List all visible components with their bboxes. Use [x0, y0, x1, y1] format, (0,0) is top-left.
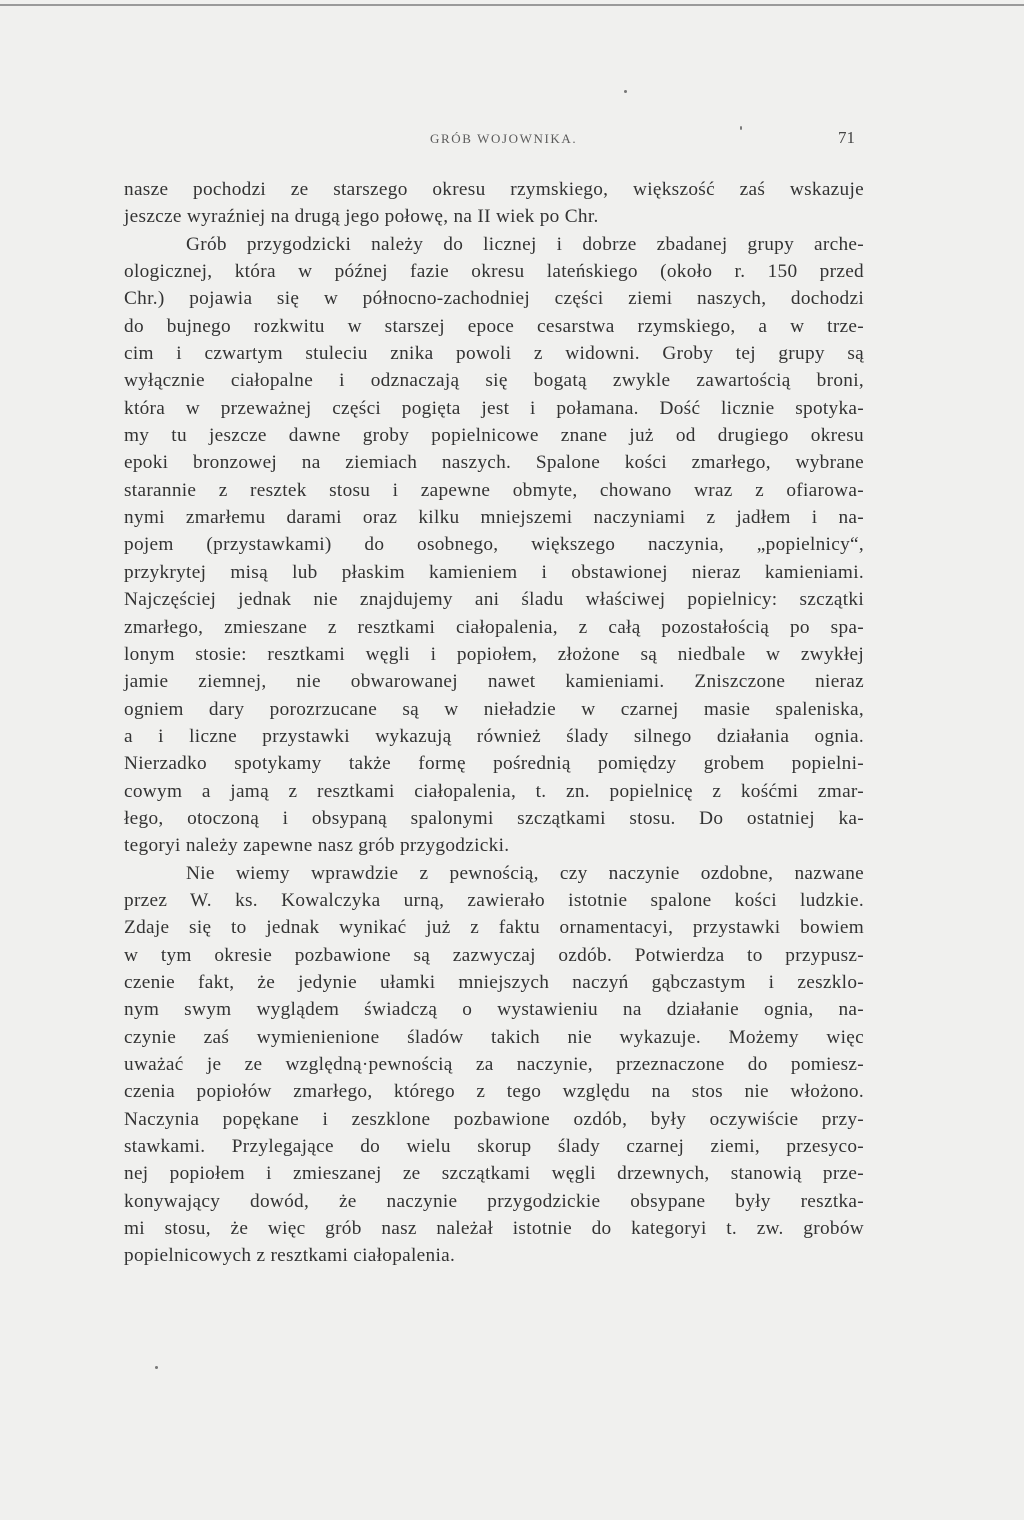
text-line: Zdaje się to jednak wynikać już z faktu ornamentacyi, przystawki bowiem — [124, 917, 864, 939]
text-line: nasze pochodzi ze starszego okresu rzymskiego, większość zaś wskazuje — [124, 179, 864, 200]
text-line: w tym okresie pozbawione są zazwyczaj ozdób. Potwierdza to przypusz- — [124, 944, 864, 966]
text-line: Chr.) pojawia się w północno-zachodniej części ziemi naszych, dochodzi — [124, 288, 864, 310]
running-head — [0, 128, 1024, 152]
text-line: cowym a jamą z resztkami ciałopalenia, t. zn. popielnicę z kośćmi zmar- — [124, 780, 864, 802]
body-text — [124, 176, 864, 1270]
text-line: ologicznej, która w późnej fazie okresu lateńskiego (około r. 150 przed — [124, 261, 864, 283]
text-line: Nie wiemy wprawdzie z pewnością, czy naczynie ozdobne, nazwane — [186, 862, 864, 884]
text-line: lonym stosie: resztkami węgli i popiołem, złożone są niedbale w zwykłej — [124, 643, 864, 665]
text-line: a i liczne przystawki wykazują również ślady silnego działania ognia. — [124, 725, 864, 747]
text-line: czenia popiołów zmarłego, którego z tego względu na stos nie włożono. — [124, 1081, 864, 1103]
text-line: zmarłego, zmieszane z resztkami ciałopalenia, z całą pozostałością po spa- — [124, 616, 864, 638]
text-line: ogniem dary porozrzucane są w nieładzie w czarnej masie spaleniska, — [124, 698, 864, 720]
text-line: łego, otoczoną i obsypaną spalonymi szczątkami stosu. Do ostatniej ka- — [124, 807, 864, 829]
text-line: epoki bronzowej na ziemiach naszych. Spalone kości zmarłego, wybrane — [124, 452, 864, 474]
scan-speck — [155, 1366, 158, 1369]
text-line: przez W. ks. Kowalczyka urną, zawierało istotnie spalone kości ludzkie. — [124, 889, 864, 911]
text-line: Naczynia popękane i zeszklone pozbawione ozdób, były oczywiście przy- — [124, 1108, 864, 1130]
text-line: nym swym wyglądem świadczą o wystawieniu na działanie ognia, na- — [124, 999, 864, 1021]
scan-top-edge — [0, 4, 1024, 6]
text-line: popielnicowych z resztkami ciałopalenia. — [124, 1245, 456, 1267]
text-line: starannie z resztek stosu i zapewne obmyte, chowano wraz z ofiarowa- — [124, 479, 864, 501]
text-line: nymi zmarłemu darami oraz kilku mniejszemi naczyniami z jadłem i na- — [124, 507, 864, 529]
text-line: cim i czwartym stuleciu znika powoli z widowni. Groby tej grupy są — [124, 343, 864, 365]
text-line: tegoryi należy zapewne nasz grób przygodzicki. — [124, 835, 510, 857]
text-line: która w przeważnej części pogięta jest i połamana. Dość licznie spotyka- — [124, 397, 864, 419]
running-title: GRÓB WOJOWNIKA. — [430, 131, 578, 146]
text-line: jeszcze wyraźniej na drugą jego połowę, na II wiek po Chr. — [124, 206, 599, 228]
text-line: czenie fakt, że jedynie ułamki mniejszych naczyń gąbczastym i zeszklo- — [124, 971, 864, 993]
scan-speck — [624, 90, 627, 93]
text-line: pojem (przystawkami) do osobnego, większego naczynia, „popielnicy“, — [124, 534, 864, 556]
text-line: konywający dowód, że naczynie przygodzickie obsypane były resztka- — [124, 1190, 864, 1212]
text-line: Nierzadko spotykamy także formę pośrednią pomiędzy grobem popielni- — [124, 753, 864, 775]
text-line: czynie zaś wymienienione śladów takich nie wykazuje. Możemy więc — [124, 1026, 864, 1048]
text-line: my tu jeszcze dawne groby popielnicowe znane już od drugiego okresu — [124, 425, 864, 447]
text-line: nej popiołem i zmieszanej ze szczątkami węgli drzewnych, stanowią prze- — [124, 1163, 864, 1185]
text-line: przykrytej misą lub płaskim kamieniem i obstawionej nieraz kamieniami. — [124, 561, 864, 583]
text-line: Najczęściej jednak nie znajdujemy ani śladu właściwej popielnicy: szczątki — [124, 589, 864, 611]
text-line: mi stosu, że więc grób nasz należał istotnie do kategoryi t. zw. grobów — [124, 1218, 864, 1240]
text-line: uważać je ze względną·pewnością za naczynie, przeznaczone do pomiesz- — [124, 1054, 864, 1075]
scan-speck — [740, 126, 742, 130]
page-number: 71 — [838, 128, 855, 147]
text-line: stawkami. Przylegające do wielu skorup ślady czarnej ziemi, przesyco- — [124, 1136, 864, 1158]
text-line: wyłącznie ciałopalne i odznaczają się bogatą zwykle zawartością broni, — [124, 370, 864, 392]
text-line: jamie ziemnej, nie obwarowanej nawet kamieniami. Zniszczone nieraz — [124, 671, 864, 693]
text-line: Grób przygodzicki należy do licznej i dobrze zbadanej grupy arche- — [186, 233, 864, 255]
text-line: do bujnego rozkwitu w starszej epoce cesarstwa rzymskiego, a w trze- — [124, 315, 864, 337]
